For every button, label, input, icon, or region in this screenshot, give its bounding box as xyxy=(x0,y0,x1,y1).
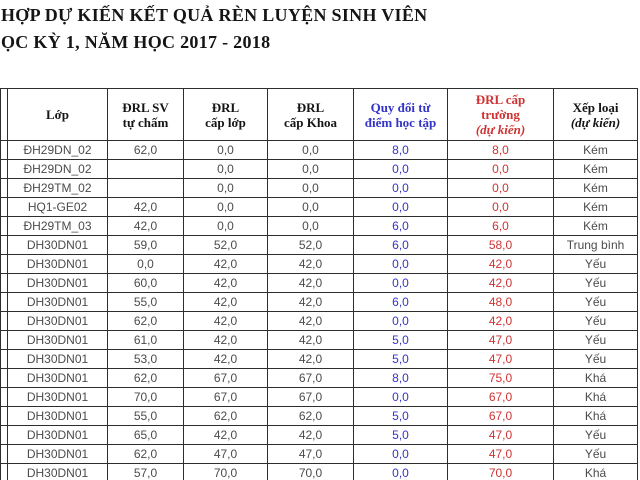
table-cell-stub xyxy=(1,350,8,369)
table-cell: Yếu xyxy=(554,293,638,312)
table-cell: 53,0 xyxy=(108,350,184,369)
table-cell: 6,0 xyxy=(448,217,554,236)
header-label: cấp Khoa xyxy=(283,114,338,130)
table-cell: Yếu xyxy=(554,350,638,369)
table-row xyxy=(1,369,638,388)
table-cell: 0,0 xyxy=(108,255,184,274)
table-cell: Yếu xyxy=(554,312,638,331)
table-cell: 42,0 xyxy=(268,312,354,331)
header-cell-drl-khoa xyxy=(268,89,354,141)
table-cell: ĐH29DN_02 xyxy=(8,160,108,179)
table-cell-stub xyxy=(1,141,8,160)
table-cell-stub xyxy=(1,236,8,255)
table-cell: 47,0 xyxy=(448,350,554,369)
table-cell: 5,0 xyxy=(354,426,448,445)
table-cell: 0,0 xyxy=(354,198,448,217)
table-row xyxy=(1,236,638,255)
header-label: Quy đổi từ xyxy=(370,99,431,115)
table-cell: 61,0 xyxy=(108,331,184,350)
table-cell: 67,0 xyxy=(184,369,268,388)
table-cell: 42,0 xyxy=(448,255,554,274)
table-cell: 42,0 xyxy=(184,350,268,369)
table-row xyxy=(1,179,638,198)
table-cell: 5,0 xyxy=(354,350,448,369)
table-cell: 0,0 xyxy=(268,160,354,179)
table-cell: 0,0 xyxy=(354,445,448,464)
table-cell: ĐH29DN_02 xyxy=(8,141,108,160)
table-cell-stub xyxy=(1,445,8,464)
table-cell: 42,0 xyxy=(268,255,354,274)
table-cell: 42,0 xyxy=(268,293,354,312)
table-cell: 0,0 xyxy=(184,198,268,217)
table-cell: DH30DN01 xyxy=(8,293,108,312)
table-cell: Khá xyxy=(554,464,638,480)
table-cell-stub xyxy=(1,255,8,274)
table-cell: 6,0 xyxy=(354,217,448,236)
table-cell: Kém xyxy=(554,179,638,198)
table-row xyxy=(1,331,638,350)
table-cell: Yếu xyxy=(554,445,638,464)
table-cell: Yếu xyxy=(554,331,638,350)
header-label: ĐRL cấp xyxy=(475,92,526,107)
table-cell: Khá xyxy=(554,407,638,426)
table-cell: DH30DN01 xyxy=(8,426,108,445)
header-label: ĐRL SV xyxy=(122,99,169,115)
table-cell: DH30DN01 xyxy=(8,407,108,426)
table-cell: 67,0 xyxy=(448,388,554,407)
table-cell: 47,0 xyxy=(268,445,354,464)
table-cell-stub xyxy=(1,407,8,426)
table-cell: 62,0 xyxy=(184,407,268,426)
results-table xyxy=(0,88,638,480)
table-cell: Yếu xyxy=(554,255,638,274)
table-cell: 62,0 xyxy=(108,445,184,464)
table-cell: 6,0 xyxy=(354,236,448,255)
table-cell: 0,0 xyxy=(448,160,554,179)
table-cell: 67,0 xyxy=(268,388,354,407)
table-cell: DH30DN01 xyxy=(8,369,108,388)
table-cell: 42,0 xyxy=(448,312,554,331)
table-cell: 47,0 xyxy=(448,426,554,445)
table-cell: 42,0 xyxy=(268,350,354,369)
header-label: trường xyxy=(481,107,520,122)
table-cell: Khá xyxy=(554,369,638,388)
header-cell-drl-truong xyxy=(448,89,554,141)
table-row xyxy=(1,160,638,179)
table-cell: 0,0 xyxy=(354,274,448,293)
table-cell: 8,0 xyxy=(354,369,448,388)
table-cell: 5,0 xyxy=(354,331,448,350)
table-cell: 0,0 xyxy=(354,255,448,274)
table-cell: DH30DN01 xyxy=(8,255,108,274)
table-cell: 0,0 xyxy=(184,160,268,179)
header-cell-drl-lop xyxy=(184,89,268,141)
table-cell: 48,0 xyxy=(448,293,554,312)
header-label: điểm học tập xyxy=(364,114,437,130)
header-cell-lop xyxy=(8,89,108,141)
table-row xyxy=(1,293,638,312)
table-cell: DH30DN01 xyxy=(8,274,108,293)
table-cell: 0,0 xyxy=(448,198,554,217)
table-cell: 58,0 xyxy=(448,236,554,255)
table-cell: HQ1-GE02 xyxy=(8,198,108,217)
table-cell: Yếu xyxy=(554,426,638,445)
table-cell: Khá xyxy=(554,388,638,407)
table-row xyxy=(1,141,638,160)
header-cell-stub xyxy=(1,89,8,141)
table-cell: DH30DN01 xyxy=(8,464,108,480)
table-cell-stub xyxy=(1,217,8,236)
table-cell: 55,0 xyxy=(108,293,184,312)
table-row xyxy=(1,350,638,369)
table-cell: 62,0 xyxy=(268,407,354,426)
table-cell-stub xyxy=(1,331,8,350)
table-cell: 42,0 xyxy=(448,274,554,293)
header-sublabel: (dự kiến) xyxy=(475,122,526,137)
table-cell: 47,0 xyxy=(184,445,268,464)
table-cell: 8,0 xyxy=(448,141,554,160)
table-cell-stub xyxy=(1,274,8,293)
table-cell: 47,0 xyxy=(448,445,554,464)
table-cell: Yếu xyxy=(554,274,638,293)
table-row xyxy=(1,407,638,426)
table-cell: Kém xyxy=(554,141,638,160)
table-row xyxy=(1,255,638,274)
table-cell-stub xyxy=(1,293,8,312)
table-cell: ĐH29TM_02 xyxy=(8,179,108,198)
table-cell: 70,0 xyxy=(448,464,554,480)
header-label: ĐRL xyxy=(211,99,240,115)
table-cell: 67,0 xyxy=(268,369,354,388)
table-cell xyxy=(108,179,184,198)
table-cell: 59,0 xyxy=(108,236,184,255)
table-cell: Kém xyxy=(554,217,638,236)
table-cell: 70,0 xyxy=(184,464,268,480)
table-cell: 42,0 xyxy=(184,426,268,445)
table-cell: 0,0 xyxy=(184,217,268,236)
table-cell: 0,0 xyxy=(268,198,354,217)
table-row xyxy=(1,388,638,407)
table-cell: 42,0 xyxy=(184,255,268,274)
table-cell: DH30DN01 xyxy=(8,312,108,331)
table-cell: 8,0 xyxy=(354,141,448,160)
header-label: cấp lớp xyxy=(205,114,246,130)
table-cell: Kém xyxy=(554,198,638,217)
report-title-line1: HỢP DỰ KIẾN KẾT QUẢ RÈN LUYỆN SINH VIÊN xyxy=(1,5,428,25)
table-cell: 0,0 xyxy=(354,464,448,480)
table-cell: 65,0 xyxy=(108,426,184,445)
table-cell: 55,0 xyxy=(108,407,184,426)
report-title xyxy=(1,2,427,56)
table-cell: 42,0 xyxy=(184,293,268,312)
table-cell: DH30DN01 xyxy=(8,236,108,255)
table-cell: 42,0 xyxy=(108,217,184,236)
table-cell: DH30DN01 xyxy=(8,445,108,464)
table-cell: 67,0 xyxy=(448,407,554,426)
table-body xyxy=(1,141,638,480)
table-cell: 60,0 xyxy=(108,274,184,293)
table-cell: 0,0 xyxy=(268,141,354,160)
table-cell: DH30DN01 xyxy=(8,331,108,350)
table-cell: 0,0 xyxy=(354,312,448,331)
table-cell: 62,0 xyxy=(108,369,184,388)
table-cell: Trung bình xyxy=(554,236,638,255)
table-cell: 0,0 xyxy=(268,217,354,236)
table-cell: 62,0 xyxy=(108,312,184,331)
header-label: ĐRL xyxy=(296,99,325,115)
table-cell: 52,0 xyxy=(268,236,354,255)
table-cell: 0,0 xyxy=(354,388,448,407)
table-cell: DH30DN01 xyxy=(8,388,108,407)
table-row xyxy=(1,426,638,445)
table-row xyxy=(1,274,638,293)
table-cell: Kém xyxy=(554,160,638,179)
table-cell: 42,0 xyxy=(268,331,354,350)
table-cell: 42,0 xyxy=(184,274,268,293)
table-cell-stub xyxy=(1,179,8,198)
table-cell xyxy=(108,160,184,179)
table-cell-stub xyxy=(1,198,8,217)
table-cell: DH30DN01 xyxy=(8,350,108,369)
table-cell: 52,0 xyxy=(184,236,268,255)
table-cell: 0,0 xyxy=(184,179,268,198)
header-label: Lớp xyxy=(45,107,70,122)
report-title-line2: ỌC KỲ 1, NĂM HỌC 2017 - 2018 xyxy=(1,32,271,52)
header-cell-xep-loai xyxy=(554,89,638,141)
table-cell-stub xyxy=(1,388,8,407)
table-cell: 0,0 xyxy=(184,141,268,160)
header-label: tự chấm xyxy=(122,114,169,130)
header-sublabel: (dự kiến) xyxy=(570,114,621,130)
table-cell: 67,0 xyxy=(184,388,268,407)
table-cell: ĐH29TM_03 xyxy=(8,217,108,236)
table-cell: 6,0 xyxy=(354,293,448,312)
table-row xyxy=(1,198,638,217)
table-cell: 0,0 xyxy=(448,179,554,198)
header-label: Xếp loại xyxy=(572,99,619,115)
table-cell: 42,0 xyxy=(268,426,354,445)
table-row xyxy=(1,445,638,464)
table-cell: 0,0 xyxy=(354,179,448,198)
table-cell: 42,0 xyxy=(184,312,268,331)
header-cell-drl-sv xyxy=(108,89,184,141)
table-cell-stub xyxy=(1,426,8,445)
header-cell-quy-doi xyxy=(354,89,448,141)
header-row xyxy=(1,89,638,141)
table-cell-stub xyxy=(1,160,8,179)
table-cell: 75,0 xyxy=(448,369,554,388)
table-cell: 42,0 xyxy=(184,331,268,350)
table-row xyxy=(1,464,638,480)
table-cell: 0,0 xyxy=(354,160,448,179)
table-cell-stub xyxy=(1,312,8,331)
table-cell: 47,0 xyxy=(448,331,554,350)
table-cell: 57,0 xyxy=(108,464,184,480)
table-cell: 0,0 xyxy=(268,179,354,198)
table-cell: 70,0 xyxy=(108,388,184,407)
table-row xyxy=(1,312,638,331)
table-cell: 42,0 xyxy=(108,198,184,217)
table-cell: 70,0 xyxy=(268,464,354,480)
table-cell-stub xyxy=(1,369,8,388)
table-cell: 62,0 xyxy=(108,141,184,160)
table-cell-stub xyxy=(1,464,8,480)
table-cell: 42,0 xyxy=(268,274,354,293)
table-cell: 5,0 xyxy=(354,407,448,426)
table-row xyxy=(1,217,638,236)
